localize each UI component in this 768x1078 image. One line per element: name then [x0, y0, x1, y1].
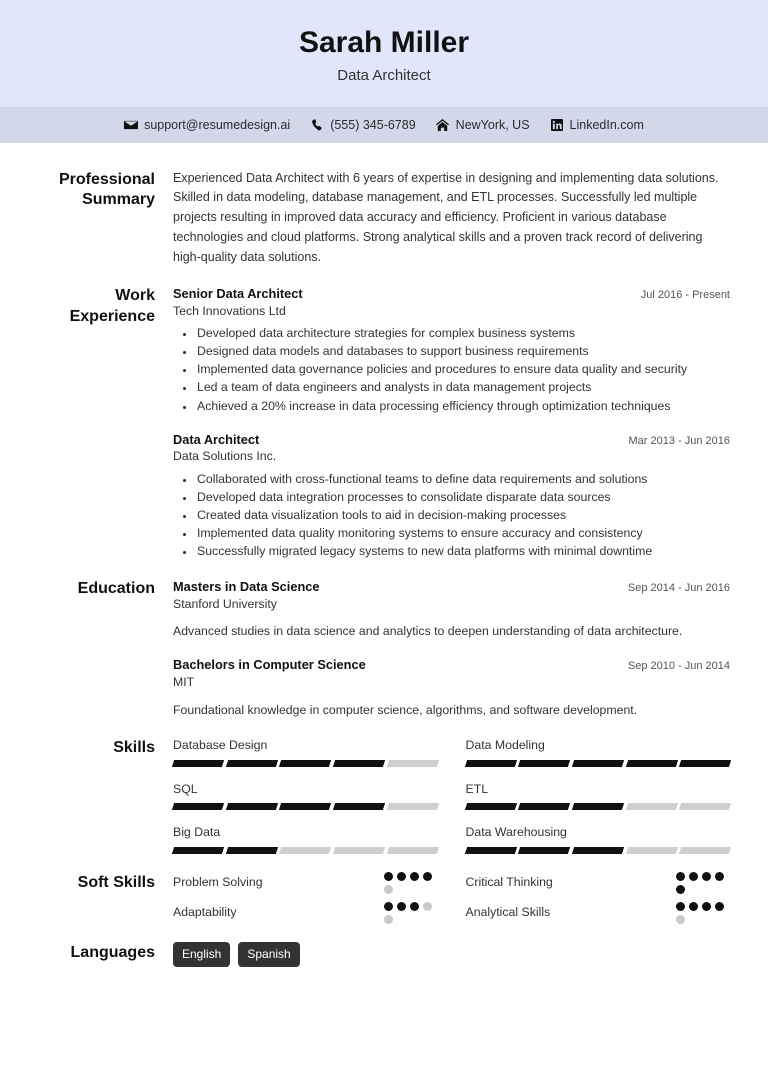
contact-text: NewYork, US — [455, 117, 530, 132]
skill-segment — [279, 847, 331, 854]
entry-organization: Data Solutions Inc. — [173, 449, 277, 464]
entry-bullet-list — [173, 324, 730, 414]
section-education — [38, 578, 730, 719]
summary-body — [173, 169, 730, 268]
skill-level-bar — [466, 760, 731, 767]
rating-dot — [384, 902, 393, 911]
language-chip: English — [173, 942, 230, 967]
contact-bar — [0, 107, 768, 143]
skill-segment — [625, 847, 677, 854]
skill-segment — [226, 847, 278, 854]
resume-body — [0, 143, 768, 967]
entry-title: Data Architect — [173, 431, 260, 447]
job-title: Data Architect — [337, 66, 431, 84]
rating-dot — [384, 885, 393, 894]
soft-skill-rating — [384, 872, 438, 894]
skill-segment — [464, 760, 516, 767]
skill-segment — [333, 847, 385, 854]
entry-head — [173, 578, 730, 596]
section-label-soft-skills: Soft Skills — [77, 873, 155, 891]
rating-dot — [676, 915, 685, 924]
rating-dot — [384, 872, 393, 881]
section-skills — [38, 737, 730, 854]
skill-segment — [333, 803, 385, 810]
linkedin-icon — [550, 118, 564, 131]
entry-organization: MIT — [173, 675, 195, 690]
rating-dot — [676, 902, 685, 911]
section-label-experience: Work Experience — [69, 287, 155, 325]
skill-item — [173, 737, 438, 767]
rating-dot — [384, 915, 393, 924]
skill-name: Database Design — [173, 737, 268, 752]
soft-skill-item — [466, 872, 731, 894]
rating-dot — [423, 902, 432, 911]
entry-bullet-list — [173, 470, 730, 560]
skill-level-bar — [173, 847, 438, 854]
skill-segment — [572, 803, 624, 810]
resume-header — [0, 0, 768, 107]
skill-segment — [518, 760, 570, 767]
skill-segment — [279, 803, 331, 810]
soft-skill-name: Problem Solving — [173, 874, 263, 889]
soft-skills-grid — [173, 872, 730, 924]
education-body — [173, 578, 730, 719]
section-languages — [38, 942, 730, 967]
skill-name: ETL — [465, 781, 489, 796]
entry-date: Sep 2014 - Jun 2016 — [627, 581, 730, 594]
section-professional-summary — [38, 169, 730, 268]
contact-item-linkedin[interactable] — [550, 118, 644, 132]
skill-segment — [387, 847, 439, 854]
skill-segment — [172, 847, 224, 854]
soft-skill-item — [466, 902, 731, 924]
rating-dot — [397, 872, 406, 881]
entry-head — [173, 431, 730, 449]
skill-item — [173, 824, 438, 854]
section-label-skills: Skills — [113, 738, 155, 756]
page-title: Sarah Miller — [298, 26, 470, 59]
skill-segment — [172, 803, 224, 810]
soft-skill-rating — [676, 872, 730, 894]
list-item: • Developed data architecture strategies for complex business systems — [195, 324, 730, 342]
list-item: • Successfully migrated legacy systems to new data platforms with minimal downtime — [195, 542, 730, 560]
list-item: • Collaborated with cross-functional teams to define data requirements and solutions — [195, 470, 730, 488]
skill-segment — [172, 760, 224, 767]
skill-segment — [679, 760, 731, 767]
skill-name: SQL — [173, 781, 198, 796]
skill-name: Big Data — [173, 825, 221, 840]
entry-title: Senior Data Architect — [173, 286, 303, 302]
list-item: • Led a team of data engineers and analysts in data management projects — [195, 378, 730, 396]
entry-date: Sep 2010 - Jun 2014 — [627, 660, 730, 673]
list-item: • Implemented data governance policies and procedures to ensure data quality and security — [195, 360, 730, 378]
rating-dot — [702, 902, 711, 911]
language-chip-list — [173, 942, 730, 967]
education-entry — [173, 578, 730, 640]
skill-item — [173, 781, 438, 811]
skill-segment — [464, 847, 516, 854]
experience-entry — [173, 285, 730, 414]
soft-skill-name: Critical Thinking — [465, 874, 553, 889]
rating-dot — [410, 902, 419, 911]
skill-segment — [625, 803, 677, 810]
soft-skill-name: Adaptability — [173, 904, 237, 919]
skill-segment — [518, 803, 570, 810]
skill-item — [466, 781, 731, 811]
entry-date: Jul 2016 - Present — [640, 289, 730, 302]
skill-level-bar — [466, 803, 731, 810]
list-item: • Designed data models and databases to support business requirements — [195, 342, 730, 360]
section-label-summary: Professional Summary — [58, 170, 155, 208]
skill-name: Data Modeling — [465, 737, 545, 752]
contact-item-home[interactable] — [436, 118, 530, 132]
experience-body — [173, 285, 730, 560]
section-work-experience — [38, 285, 730, 560]
soft-skill-item — [173, 872, 438, 894]
contact-text: support@resumedesign.ai — [144, 117, 291, 132]
skill-name: Data Warehousing — [465, 825, 567, 840]
skill-segment — [464, 803, 516, 810]
entry-head — [173, 285, 730, 303]
rating-dot — [715, 872, 724, 881]
skill-level-bar — [173, 803, 438, 810]
contact-item-envelope[interactable] — [124, 118, 290, 132]
section-label-education: Education — [77, 579, 155, 597]
list-item: • Implemented data quality monitoring systems to ensure accuracy and consistency — [195, 524, 730, 542]
skill-segment — [333, 760, 385, 767]
education-entry — [173, 656, 730, 718]
skill-segment — [226, 760, 278, 767]
entry-title: Masters in Data Science — [173, 578, 320, 594]
rating-dot — [410, 872, 419, 881]
rating-dot — [715, 902, 724, 911]
entry-description: Advanced studies in data science and analytics to deepen understanding of data architecture. — [173, 624, 683, 639]
entry-description: Foundational knowledge in computer science, algorithms, and software development. — [173, 702, 638, 717]
rating-dot — [676, 872, 685, 881]
rating-dot — [397, 902, 406, 911]
skill-segment — [679, 847, 731, 854]
skill-segment — [279, 760, 331, 767]
entry-organization: Tech Innovations Ltd — [173, 304, 286, 319]
skill-level-bar — [173, 760, 438, 767]
envelope-icon — [124, 118, 138, 131]
skill-level-bar — [466, 847, 731, 854]
skill-segment — [572, 847, 624, 854]
contact-text: LinkedIn.com — [569, 117, 644, 132]
summary-text: Experienced Data Architect with 6 years of expertise in designing and implementing data solutions. Skilled in data modeling, database management, and ETL processes. Successfully led multiple projects resulting in improved data accuracy and efficiency. Proficient in various database technologies and cloud platforms. Strong analytical skills and a proven track record of delivering high-quality data solutions. — [173, 170, 719, 264]
skill-segment — [679, 803, 731, 810]
home-icon — [436, 118, 450, 131]
contact-item-phone[interactable] — [310, 118, 415, 132]
skills-grid — [173, 737, 730, 854]
section-soft-skills — [38, 872, 730, 924]
skill-segment — [387, 803, 439, 810]
entry-date: Mar 2013 - Jun 2016 — [628, 434, 730, 447]
rating-dot — [702, 872, 711, 881]
experience-entry — [173, 431, 730, 560]
skills-body — [173, 737, 730, 854]
skill-segment — [572, 760, 624, 767]
language-chip: Spanish — [238, 942, 299, 967]
soft-skill-rating — [384, 902, 438, 924]
entry-head — [173, 656, 730, 674]
rating-dot — [689, 902, 698, 911]
section-label-languages: Languages — [70, 943, 155, 961]
skill-segment — [518, 847, 570, 854]
list-item: • Created data visualization tools to aid in decision-making processes — [195, 506, 730, 524]
contact-text: (555) 345-6789 — [330, 117, 416, 132]
skill-segment — [387, 760, 439, 767]
rating-dot — [689, 872, 698, 881]
languages-body — [173, 942, 730, 967]
soft-skills-body — [173, 872, 730, 924]
entry-organization: Stanford University — [173, 596, 277, 611]
skill-segment — [226, 803, 278, 810]
soft-skill-name: Analytical Skills — [465, 904, 551, 919]
rating-dot — [423, 872, 432, 881]
soft-skill-item — [173, 902, 438, 924]
soft-skill-rating — [676, 902, 730, 924]
skill-segment — [625, 760, 677, 767]
entry-title: Bachelors in Computer Science — [173, 657, 366, 673]
skill-item — [466, 737, 731, 767]
rating-dot — [676, 885, 685, 894]
phone-icon — [310, 118, 324, 131]
list-item: • Achieved a 20% increase in data processing efficiency through optimization techniques — [195, 397, 730, 415]
skill-item — [466, 824, 731, 854]
list-item: • Developed data integration processes to consolidate disparate data sources — [195, 488, 730, 506]
